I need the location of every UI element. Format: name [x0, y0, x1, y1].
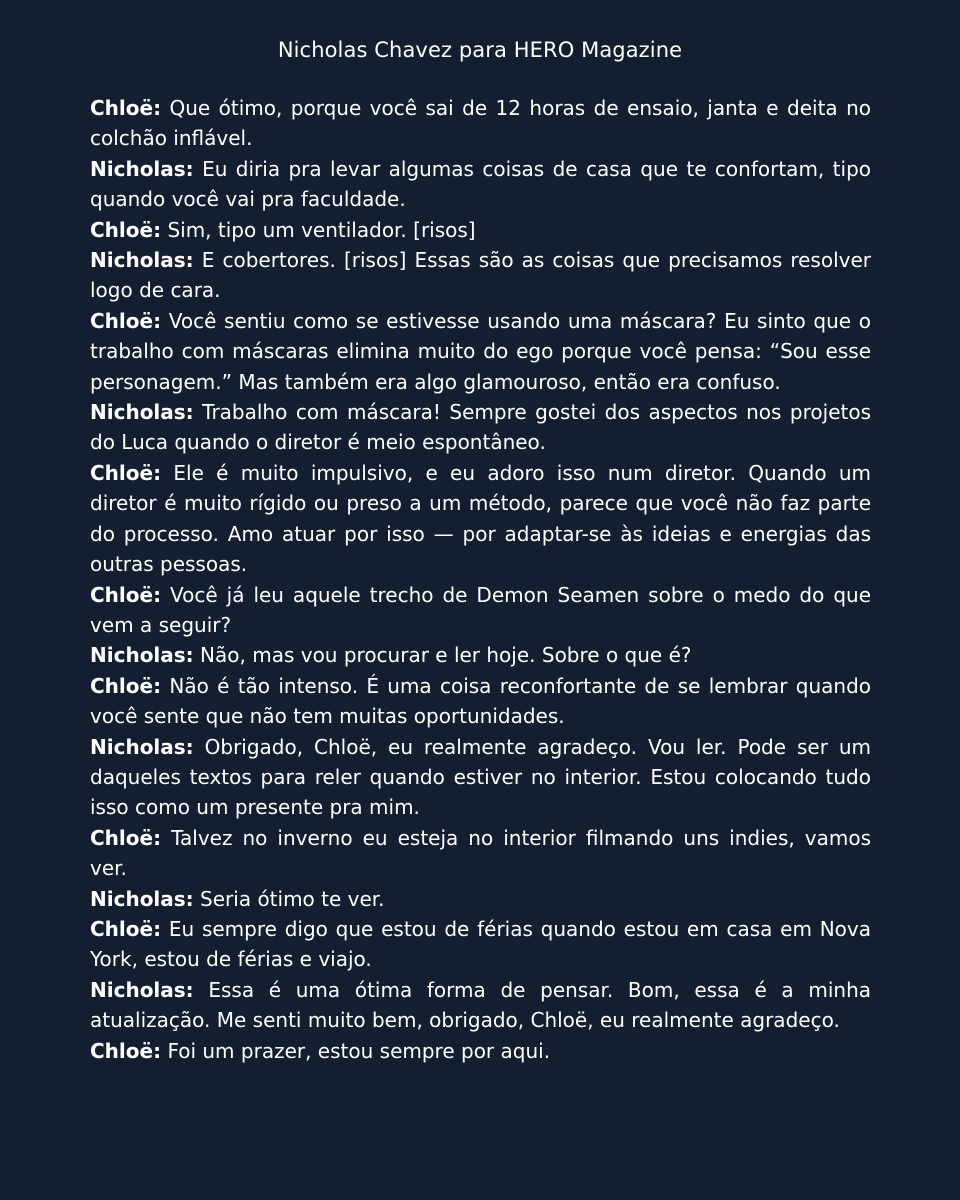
turn-text: Obrigado, Chloë, eu realmente agradeço. Vou ler. Pode ser um daqueles textos para reler quando estiver no interior. Estou colocando tudo isso como um presente pra mim. — [90, 734, 872, 820]
transcript-turn — [90, 914, 871, 975]
transcript-turn — [90, 732, 871, 823]
turn-text: Essa é uma ótima forma de pensar. Bom, essa é a minha atualização. Me senti muito bem, obrigado, Chloë, eu realmente agradeço. — [90, 977, 871, 1033]
transcript-turn — [90, 245, 871, 306]
turn-text: Não é tão intenso. É uma coisa reconfortante de se lembrar quando você sente que não tem muitas oportunidades. — [90, 673, 872, 729]
turn-text: Eu diria pra levar algumas coisas de casa que te confortam, tipo quando você vai pra faculdade. — [90, 156, 871, 212]
turn-text: Talvez no inverno eu esteja no interior filmando uns indies, vamos ver. — [90, 825, 872, 881]
transcript-turn — [90, 580, 871, 641]
speaker-name: Chloë: — [90, 825, 162, 850]
speaker-name: Nicholas: — [90, 156, 194, 181]
interview-transcript — [90, 93, 871, 1066]
transcript-turn — [90, 154, 871, 215]
transcript-turn — [90, 671, 871, 732]
speaker-name: Chloë: — [90, 308, 162, 333]
turn-text: Que ótimo, porque você sai de 12 horas de ensaio, janta e deita no colchão inflável. — [90, 96, 871, 151]
speaker-name: Chloë: — [90, 582, 162, 607]
turn-text: Você já leu aquele trecho de Demon Seamen sobre o medo do que vem a seguir? — [90, 582, 871, 637]
speaker-name: Nicholas: — [90, 400, 194, 425]
transcript-turn — [90, 1036, 871, 1066]
turn-text: Não, mas vou procurar e ler hoje. Sobre o que é? — [200, 643, 692, 668]
speaker-name: Nicholas: — [90, 977, 194, 1002]
speaker-name: Chloë: — [90, 1038, 162, 1063]
speaker-name: Chloë: — [90, 96, 162, 120]
turn-text: Você sentiu como se estivesse usando uma máscara? Eu sinto que o trabalho com máscaras elimina muito do ego porque você pensa: “Sou esse personagem.” Mas também era algo glamouroso, então era confuso. — [90, 308, 871, 394]
turn-text: Sim, tipo um ventilador. [risos] — [167, 217, 476, 242]
turn-text: Trabalho com máscara! Sempre gostei dos aspectos nos projetos do Luca quando o diretor é meio espontâneo. — [90, 400, 872, 455]
turn-text: Ele é muito impulsivo, e eu adoro isso num diretor. Quando um diretor é muito rígido ou preso a um método, parece que você não faz parte do processo. Amo atuar por isso — por adaptar-se às ideias e energias das outras pessoas. — [90, 460, 872, 577]
speaker-name: Nicholas: — [90, 886, 194, 911]
speaker-name: Nicholas: — [90, 643, 194, 668]
turn-text: Seria ótimo te ver. — [200, 886, 385, 911]
turn-text: E cobertores. [risos] Essas são as coisas que precisamos resolver logo de cara. — [90, 248, 872, 303]
turn-text: Eu sempre digo que estou de férias quando estou em casa em Nova York, estou de férias e viajo. — [90, 916, 872, 972]
transcript-turn — [90, 884, 871, 914]
transcript-turn — [90, 458, 871, 580]
speaker-name: Chloë: — [90, 916, 162, 941]
transcript-turn — [90, 306, 871, 397]
transcript-turn — [90, 215, 871, 245]
transcript-turn — [90, 823, 871, 884]
speaker-name: Chloë: — [90, 460, 162, 485]
transcript-turn — [90, 975, 871, 1036]
transcript-turn — [90, 640, 871, 670]
speaker-name: Nicholas: — [90, 734, 194, 759]
transcript-turn — [90, 93, 871, 154]
speaker-name: Nicholas: — [90, 248, 194, 273]
turn-text: Foi um prazer, estou sempre por aqui. — [167, 1038, 551, 1063]
page-title: Nicholas Chavez para HERO Magazine — [277, 38, 683, 62]
speaker-name: Chloë: — [90, 673, 162, 698]
speaker-name: Chloë: — [90, 217, 162, 242]
transcript-turn — [90, 397, 871, 458]
